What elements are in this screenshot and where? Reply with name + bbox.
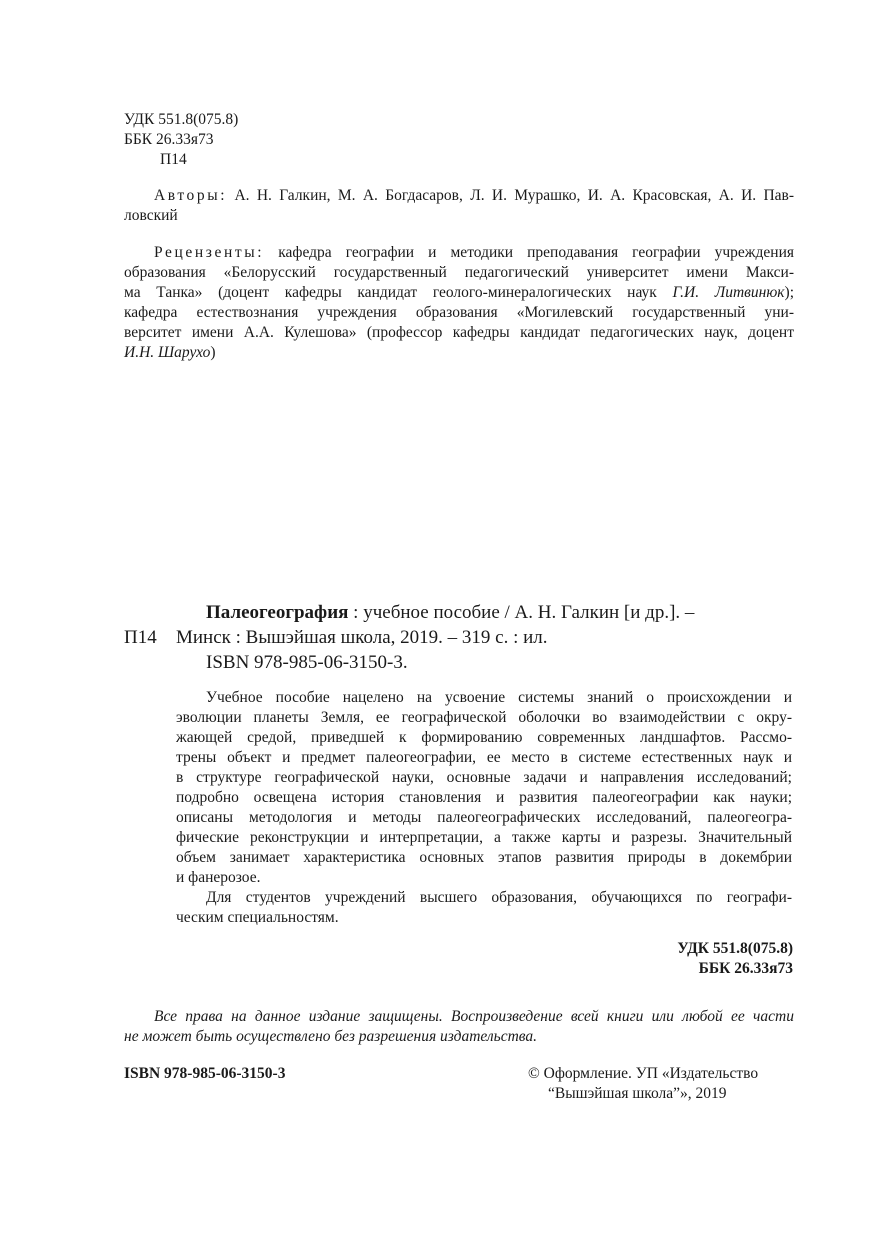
annotation-line: объем занимает характеристика основных этапов развития природы в докембрии [176,849,792,866]
udk-line: УДК 551.8(075.8) [124,111,239,128]
annotation-paragraph [176,888,792,928]
author-mark: П14 [124,627,157,648]
annotation-line: фические реконструкции и интерпретации, а также карты и разрезы. Значительный [176,829,792,846]
annotation-line: Для студентов учреждений высшего образования, обучающихся по географи- [206,889,792,906]
annotation-paragraph [176,688,792,888]
authors-label: Авторы: [154,187,228,204]
author-mark: П14 [160,151,187,168]
udk-line: УДК 551.8(075.8) [677,940,793,957]
annotation-line: Учебное пособие нацелено на усвоение системы знаний о происхождении и [206,689,792,706]
annotation-line: эволюции планеты Земля, ее географической оболочки во взаимодействии с окру- [176,709,792,726]
classification-codes-bottom [677,939,793,979]
reviewer-name: И.Н. Шарухо [124,344,211,361]
authors-block: Авторы: А. Н. Галкин, М. А. Богдасаров, Л. И. Мурашко, И. А. Красовская, А. И. Пав- ловский [124,187,795,224]
annotation-line: описаны методология и методы палеогеографических исследований, палеогеогра- [176,809,792,826]
annotation-line: трены объект и предмет палеогеографии, ее место в системе естественных наук и [176,749,792,766]
annotation-line: в структуре географической науки, основные задачи и направления исследований; [176,769,792,786]
annotation [176,688,792,928]
bbk-line: ББК 26.33я73 [698,960,793,977]
reviewers-label: Рецензенты: [154,244,265,261]
annotation-line: подробно освещена история становления и развития палеогеографии как науки; [176,789,792,806]
book-title: Палеогеография [206,602,349,623]
bibliographic-record: Палеогеография : учебное пособие / А. Н. Галкин [и др.]. – П14 Минск : Вышэйшая школа, 2019. – 319 с. : ил. ISBN 978-985-06-3150-3. [124,600,804,675]
annotation-line: и фанерозое. [176,869,261,886]
isbn: ISBN 978-985-06-3150-3. [206,652,408,673]
copyright-notice: © Оформление. УП «Издательство “Вышэйшая школа”», 2019 [528,1065,759,1102]
rights-notice: Все права на данное издание защищены. Воспроизведение всей книги или любой ее части не может быть осуществлено без разрешения издательства. [124,1008,794,1045]
annotation-line: ческим специальностям. [176,909,339,926]
isbn-bottom: ISBN 978-985-06-3150-3 [124,1065,286,1082]
reviewers-block: Рецензенты: кафедра географии и методики преподавания географии учреждения образования «Белорусский государственный педагогический университет имени Макси- ма Танка» (доцент кафедры кандидат геолого-минералогических наук Г.И. Литвинюк); кафедра естествознания учреждения образования «Могилевский государственный уни- верситет имени А.А. Кулешова» (профессор кафедры кандидат педагогических наук, доцент И.Н. Шарухо) [124,244,795,361]
bbk-line: ББК 26.33я73 [124,131,214,148]
classification-codes-top [124,110,424,170]
reviewer-name: Г.И. Литвинюк [672,284,785,301]
annotation-line: жающей средой, приведшей к формированию современных ландшафтов. Рассмо- [176,729,792,746]
